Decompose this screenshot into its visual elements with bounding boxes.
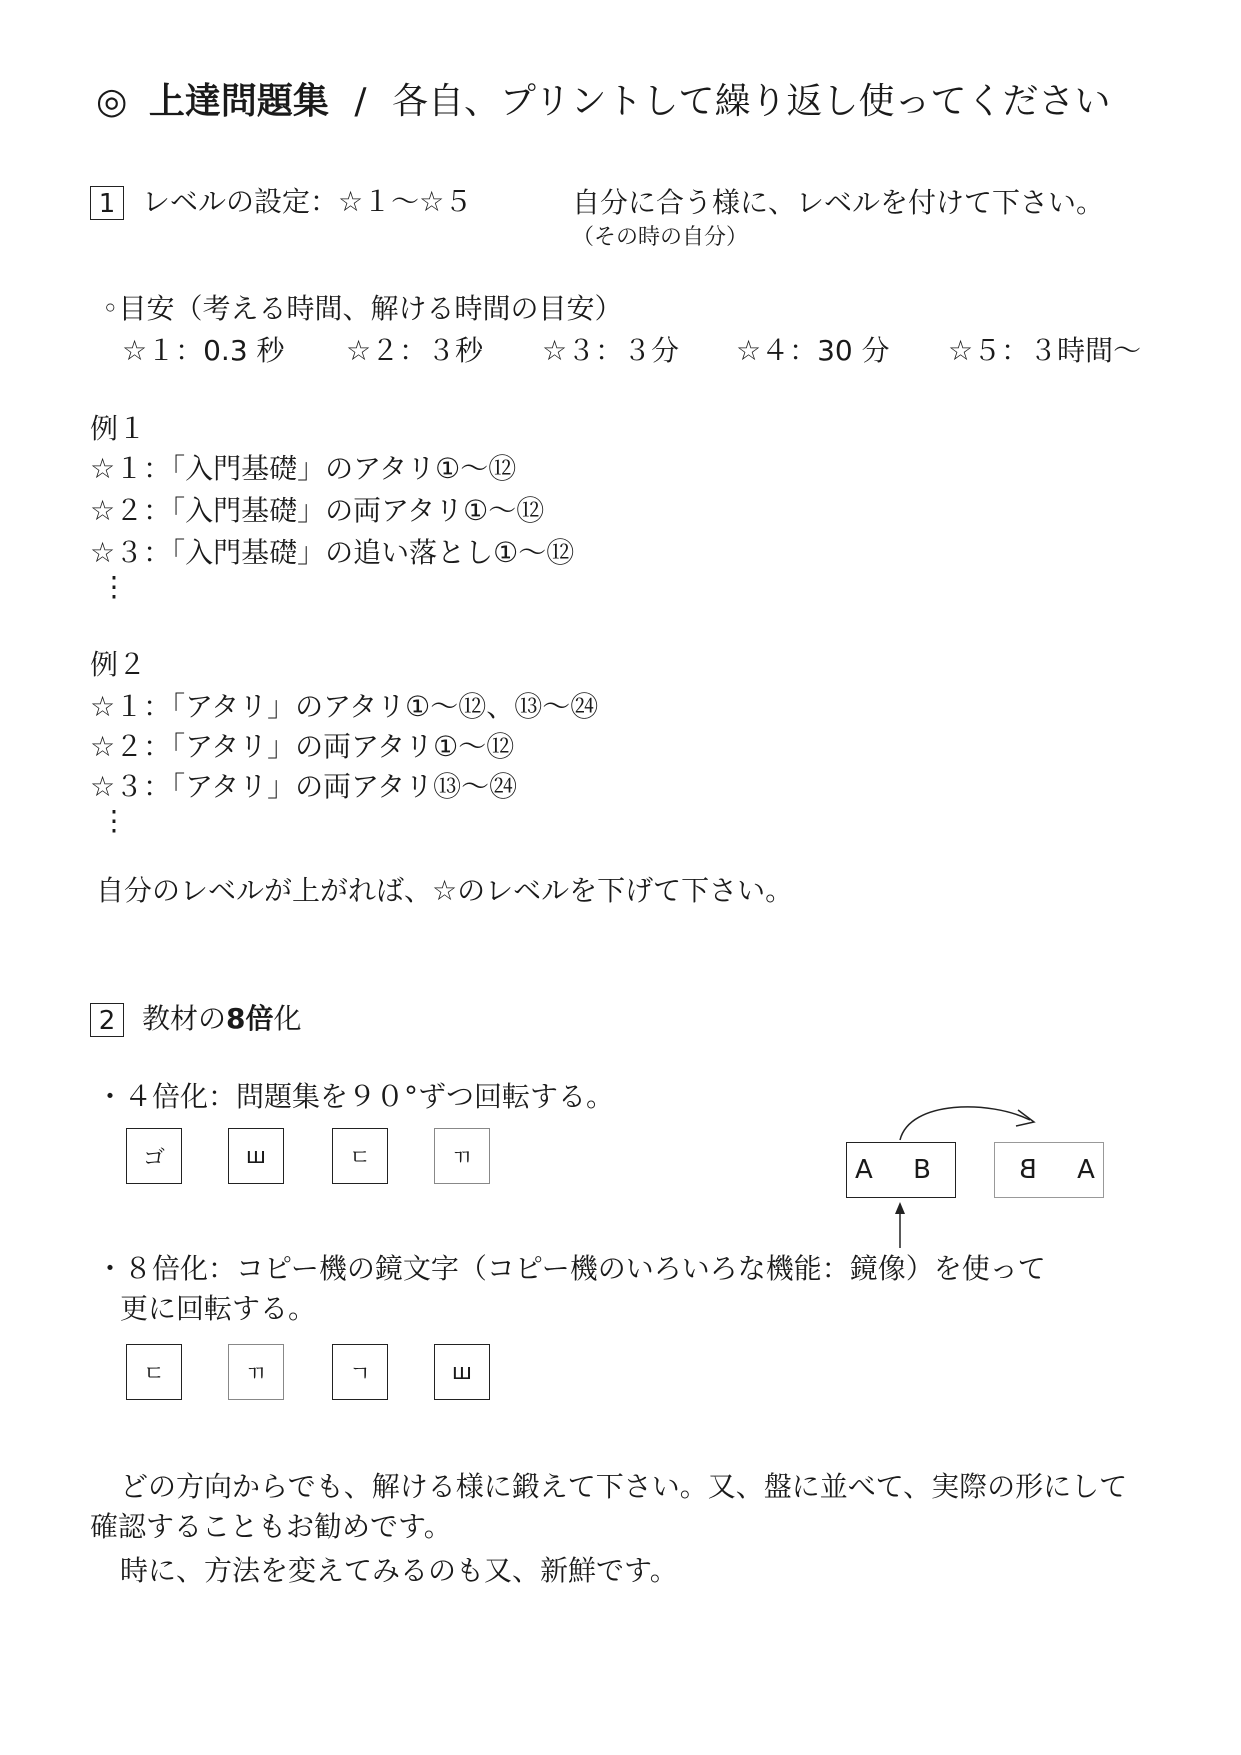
title-main: 上達問題集 (148, 81, 329, 122)
example2-line-3: ☆３：「アタリ」の両アタリ⑬～㉔ (90, 770, 518, 803)
example2-ellipsis: ⋮ (100, 804, 128, 837)
mirror-box-4 (434, 1344, 490, 1400)
rotation-symbol-3: ㄷ (349, 1145, 371, 1171)
section2-title-bold: 8倍 (226, 1002, 274, 1035)
level-1: ☆１：0.3 秒 (122, 334, 285, 367)
rotation-box-4 (434, 1128, 490, 1184)
box-mirrored (994, 1142, 1104, 1198)
guide-title: ◦目安（考える時間、解ける時間の目安） (102, 292, 623, 325)
mirror-box-2 (228, 1344, 284, 1400)
section1-instruction: 自分に合う様に、レベルを付けて下さい。 (572, 186, 1105, 219)
up-arrow-icon (895, 1202, 905, 1214)
box-original (846, 1142, 956, 1198)
example2-line-1: ☆１：「アタリ」のアタリ①～⑫、⑬～㉔ (90, 690, 599, 723)
section1-closing: 自分のレベルが上がれば、☆のレベルを下げて下さい。 (96, 874, 794, 907)
closing-line-1: どの方向からでも、解ける様に鍛えて下さい。又、盤に並べて、実際の形にして (120, 1470, 1128, 1503)
mirror-symbol-4: ш (451, 1359, 473, 1385)
example1-line-3: ☆３：「入門基礎」の追い落とし①～⑫ (90, 536, 575, 569)
example1-line-1: ☆１：「入門基礎」のアタリ①～⑫ (90, 452, 517, 485)
double-circle-icon: ◎ (96, 81, 128, 122)
title-separator: / (354, 81, 367, 122)
rotation-box-3 (332, 1128, 388, 1184)
title-subtitle: 各自、プリントして繰り返し使ってください (391, 81, 1111, 122)
level-5: ☆５：３時間～ (948, 334, 1142, 367)
example2-heading: 例２ (90, 648, 147, 681)
section2-title-pre: 教材の (142, 1002, 227, 1035)
item-8x-line-2: 更に回転する。 (120, 1292, 317, 1325)
section2-title-post: 化 (273, 1002, 302, 1035)
box-mirrored-label: A B (1003, 1155, 1095, 1185)
mirror-symbol-3: ㄱ (349, 1361, 371, 1387)
mirror-box-3 (332, 1344, 388, 1400)
mirror-box-1 (126, 1344, 182, 1400)
example1-line-2: ☆２：「入門基礎」の両アタリ①～⑫ (90, 494, 545, 527)
level-2: ☆２：３秒 (346, 334, 484, 367)
section2-number: 2 (90, 1003, 124, 1037)
example1-heading: 例１ (90, 412, 147, 445)
example2-line-2: ☆２：「アタリ」の両アタリ①～⑫ (90, 730, 515, 763)
closing-line-2: 確認することもお勧めです。 (90, 1510, 452, 1543)
level-4: ☆４：30 分 (736, 334, 890, 367)
box-original-label: A B (855, 1155, 947, 1185)
rotation-symbol-4: ㄲ (451, 1145, 473, 1171)
rotation-symbol-1: ゴ (142, 1145, 165, 1171)
item-8x-line-1: ・８倍化：コピー機の鏡文字（コピー機のいろいろな機能：鏡像）を使って (96, 1252, 1046, 1285)
section1-heading (90, 185, 472, 220)
section1-number: 1 (90, 186, 124, 220)
level-3: ☆３：３分 (542, 334, 680, 367)
example1-ellipsis: ⋮ (100, 570, 128, 603)
rotation-box-2 (228, 1128, 284, 1184)
mirror-symbol-2: ㄲ (245, 1361, 267, 1387)
section1-label: レベルの設定：☆１～☆５ (142, 185, 473, 218)
mirror-symbol-1: ㄷ (143, 1361, 165, 1387)
closing-line-3: 時に、方法を変えてみるのも又、新鮮です。 (120, 1554, 678, 1587)
rotation-symbol-2: ш (245, 1143, 267, 1169)
item-4x: ・４倍化：問題集を９０°ずつ回転する。 (96, 1080, 615, 1113)
page-title (96, 80, 1111, 124)
rotation-box-1 (126, 1128, 182, 1184)
section1-note: （その時の自分） (572, 225, 749, 250)
curved-arrow (900, 1107, 1030, 1140)
section2-heading (90, 1002, 302, 1037)
